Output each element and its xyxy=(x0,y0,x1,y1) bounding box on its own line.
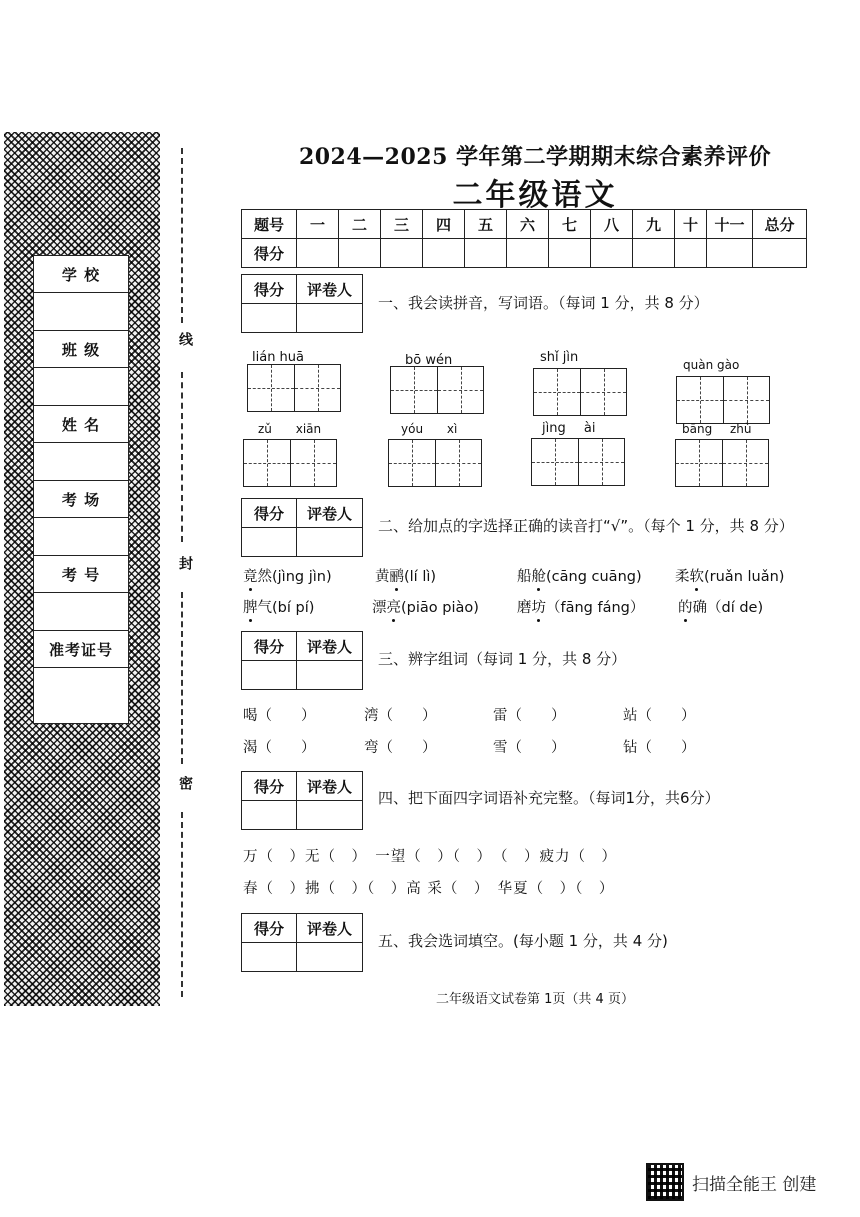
grader-box-1 xyxy=(241,274,363,333)
score-cell[interactable] xyxy=(549,239,591,268)
score-col: 九 xyxy=(633,210,675,239)
s3-item[interactable]: 渴（ ） xyxy=(243,740,316,756)
s3-item[interactable]: 弯（ ） xyxy=(364,740,437,756)
binding-char-seal: 封 xyxy=(177,556,193,570)
pinyin-6: yóu xì xyxy=(401,422,458,436)
s2-item[interactable]: 竟然(jìng jìn) xyxy=(243,569,332,585)
dotted-char: 舱 xyxy=(531,569,546,585)
grader-reviewer-label: 评卷人 xyxy=(297,499,363,528)
section-1-heading: 一、我会读拼音，写词语。（每词 1 分，共 8 分） xyxy=(378,294,709,312)
qr-code-icon xyxy=(646,1163,684,1201)
score-col: 八 xyxy=(591,210,633,239)
info-school-field[interactable] xyxy=(34,293,128,331)
binding-line-4 xyxy=(181,812,183,997)
binding-line-1 xyxy=(181,148,183,323)
s4-row-2[interactable]: 春（ ）拂（ ）（ ）高 采（ ） 华夏（ ）（ ） xyxy=(243,881,615,897)
info-ticket-label: 准考证号 xyxy=(34,631,128,668)
grader-reviewer-label: 评卷人 xyxy=(297,772,363,801)
grader-box-2 xyxy=(241,498,363,557)
writing-grid-5[interactable] xyxy=(243,439,337,487)
exam-title: 2024—2025 学年第二学期期末综合素养评价 xyxy=(298,144,772,170)
info-name-label: 姓 名 xyxy=(34,406,128,443)
info-class-field[interactable] xyxy=(34,368,128,406)
score-cell[interactable] xyxy=(339,239,381,268)
grader-reviewer-label: 评卷人 xyxy=(297,632,363,661)
grader-reviewer-cell[interactable] xyxy=(297,304,363,333)
score-col: 三 xyxy=(381,210,423,239)
score-cell[interactable] xyxy=(633,239,675,268)
exam-subtitle: 二年级语文 xyxy=(452,178,618,213)
s3-item[interactable]: 钻（ ） xyxy=(623,740,696,756)
grader-reviewer-cell[interactable] xyxy=(297,943,363,972)
s3-item[interactable]: 喝（ ） xyxy=(243,708,316,724)
writing-grid-3[interactable] xyxy=(533,368,627,416)
pinyin-7: jìng ài xyxy=(542,421,596,436)
s2-item[interactable]: 脾气(bí pí) xyxy=(243,600,315,616)
grader-reviewer-cell[interactable] xyxy=(297,801,363,830)
grader-box-5 xyxy=(241,913,363,972)
pinyin-4: quàn gào xyxy=(683,358,740,372)
s2-item[interactable]: 柔软(ruǎn luǎn) xyxy=(675,569,785,585)
pinyin-3: shǐ jìn xyxy=(540,350,579,365)
grader-score-cell[interactable] xyxy=(242,943,297,972)
section-2-heading: 二、给加点的字选择正确的读音打“√”。（每个 1 分，共 8 分） xyxy=(378,517,794,535)
dotted-char: 鹂 xyxy=(389,569,404,585)
score-col: 十一 xyxy=(707,210,753,239)
grader-score-label: 得分 xyxy=(242,772,297,801)
pinyin-5: zǔ xiān xyxy=(258,422,322,436)
dotted-char: 坊 xyxy=(531,600,546,616)
grader-score-label: 得分 xyxy=(242,275,297,304)
student-info-table xyxy=(33,255,129,724)
info-ticket-field[interactable] xyxy=(34,668,128,723)
writing-grid-2[interactable] xyxy=(390,366,484,414)
score-col: 四 xyxy=(423,210,465,239)
score-cell[interactable] xyxy=(297,239,339,268)
grader-score-cell[interactable] xyxy=(242,661,297,690)
score-row-label: 得分 xyxy=(242,239,297,268)
writing-grid-4[interactable] xyxy=(676,376,770,424)
s3-item[interactable]: 雷（ ） xyxy=(493,708,566,724)
score-col: 二 xyxy=(339,210,381,239)
binding-char-secret: 密 xyxy=(177,776,193,790)
s2-item[interactable]: 漂亮(piāo piào) xyxy=(372,600,479,616)
grader-box-3 xyxy=(241,631,363,690)
score-col: 五 xyxy=(465,210,507,239)
s2-item[interactable]: 的确（dí de) xyxy=(678,600,764,616)
scanner-watermark xyxy=(646,1163,816,1201)
info-school-label: 学 校 xyxy=(34,256,128,293)
binding-char-line: 线 xyxy=(177,332,193,346)
info-name-field[interactable] xyxy=(34,443,128,481)
grader-score-label: 得分 xyxy=(242,632,297,661)
score-col: 十 xyxy=(675,210,707,239)
s2-item[interactable]: 船舱(cāng cuāng) xyxy=(517,569,642,585)
dotted-char: 亮 xyxy=(386,600,401,616)
pinyin-8: bāng zhù xyxy=(682,422,752,436)
dotted-char: 竟 xyxy=(243,569,258,585)
binding-line-2 xyxy=(181,372,183,542)
grader-reviewer-cell[interactable] xyxy=(297,528,363,557)
score-header-label: 题号 xyxy=(242,210,297,239)
info-seat-label: 考 号 xyxy=(34,556,128,593)
info-room-field[interactable] xyxy=(34,518,128,556)
s3-item[interactable]: 湾（ ） xyxy=(364,708,437,724)
score-cell[interactable] xyxy=(423,239,465,268)
grader-reviewer-label: 评卷人 xyxy=(297,275,363,304)
score-cell[interactable] xyxy=(753,239,807,268)
score-cell[interactable] xyxy=(707,239,753,268)
score-col: 六 xyxy=(507,210,549,239)
score-cell[interactable] xyxy=(381,239,423,268)
info-class-label: 班 级 xyxy=(34,331,128,368)
score-cell[interactable] xyxy=(507,239,549,268)
s2-item[interactable]: 磨坊（fāng fáng） xyxy=(517,600,645,616)
binding-line-3 xyxy=(181,592,183,764)
score-col-total: 总分 xyxy=(753,210,807,239)
s3-item[interactable]: 站（ ） xyxy=(623,708,696,724)
section-3-heading: 三、辨字组词（每词 1 分，共 8 分） xyxy=(378,650,627,668)
info-seat-field[interactable] xyxy=(34,593,128,631)
score-table xyxy=(241,209,807,268)
writing-grid-7[interactable] xyxy=(531,438,625,486)
score-col: 七 xyxy=(549,210,591,239)
section-5-heading: 五、我会选词填空。(每小题 1 分，共 4 分) xyxy=(378,932,668,950)
grader-score-cell[interactable] xyxy=(242,304,297,333)
grader-score-cell[interactable] xyxy=(242,801,297,830)
s2-item[interactable]: 黄鹂(lí lì) xyxy=(375,569,437,585)
grader-score-label: 得分 xyxy=(242,499,297,528)
grader-score-cell[interactable] xyxy=(242,528,297,557)
score-cell[interactable] xyxy=(675,239,707,268)
page-footer: 二年级语文试卷第 1页（共 4 页） xyxy=(436,992,634,1007)
grader-box-4 xyxy=(241,771,363,830)
score-col: 一 xyxy=(297,210,339,239)
grader-reviewer-label: 评卷人 xyxy=(297,914,363,943)
score-cell[interactable] xyxy=(591,239,633,268)
pinyin-1: lián huā xyxy=(252,350,305,365)
writing-grid-8[interactable] xyxy=(675,439,769,487)
s3-item[interactable]: 雪（ ） xyxy=(493,740,566,756)
grader-reviewer-cell[interactable] xyxy=(297,661,363,690)
grader-score-label: 得分 xyxy=(242,914,297,943)
watermark-text: 扫描全能王 创建 xyxy=(692,1174,817,1195)
score-cell[interactable] xyxy=(465,239,507,268)
dotted-char: 软 xyxy=(689,569,704,585)
writing-grid-6[interactable] xyxy=(388,439,482,487)
section-4-heading: 四、把下面四字词语补充完整。（每词1分，共6分） xyxy=(378,789,720,807)
dotted-char: 脾 xyxy=(243,600,258,616)
pinyin-2: bō wén xyxy=(405,353,453,368)
dotted-char: 的 xyxy=(678,600,693,616)
s4-row-1[interactable]: 万（ ）无（ ） 一望（ ）（ ） （ ）疲力（ ） xyxy=(243,849,617,865)
info-room-label: 考 场 xyxy=(34,481,128,518)
writing-grid-1[interactable] xyxy=(247,364,341,412)
